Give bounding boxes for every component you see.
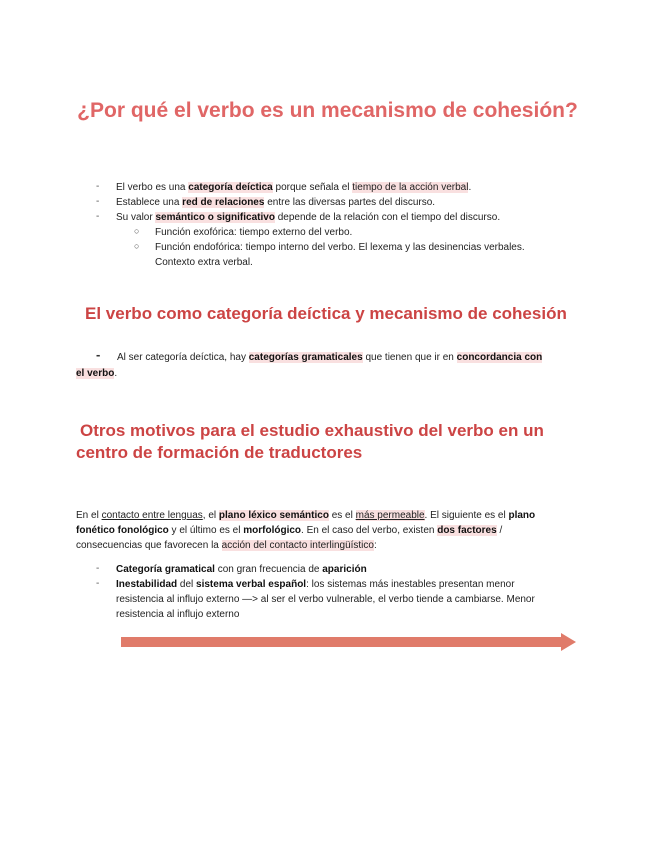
list-item: Establece una red de relaciones entre las diversas partes del discurso. [116, 197, 436, 208]
section-heading: El verbo como categoría deíctica y mecanismo de cohesión [85, 304, 567, 323]
list-item-continuation: resistencia al influjo externo [116, 609, 240, 620]
paragraph-line: fonético fonológico y el último es el morfológico. En el caso del verbo, existen dos factores / [76, 525, 503, 536]
sub-list-item-continuation: Contexto extra verbal. [155, 257, 253, 268]
bullet-dash: - [96, 181, 100, 192]
list-item: Al ser categoría deíctica, hay categorías gramaticales que tienen que ir en concordancia con [117, 352, 543, 363]
list-item: Categoría gramatical con gran frecuencia de aparición [116, 564, 367, 575]
section-heading-continuation: centro de formación de traductores [76, 443, 363, 462]
paragraph-line: En el contacto entre lenguas, el plano léxico semántico es el más permeable. El siguiente es el plano [76, 510, 536, 521]
sub-list-item: Función exofórica: tiempo externo del verbo. [155, 227, 353, 238]
list-item-continuation: resistencia al influjo externo —> al ser el verbo vulnerable, el verbo tiende a cambiarse. Menor [116, 594, 535, 605]
section-heading: Otros motivos para el estudio exhaustivo del verbo en un [80, 421, 544, 440]
right-arrow-shape [121, 633, 576, 651]
bullet-circle-icon: ○ [134, 241, 140, 251]
bullet-dash: - [96, 196, 100, 207]
list-item: El verbo es una categoría deíctica porque señala el tiempo de la acción verbal. [116, 182, 472, 193]
paragraph-line: consecuencias que favorecen la acción del contacto interlingüístico: [76, 540, 377, 551]
bullet-dash: - [96, 578, 100, 589]
list-item: Su valor semántico o significativo depende de la relación con el tiempo del discurso. [116, 212, 501, 223]
bullet-dash: - [96, 563, 100, 574]
bullet-dash: - [96, 211, 100, 222]
list-item-continuation: el verbo. [76, 368, 118, 379]
list-item: Inestabilidad del sistema verbal español: los sistemas más inestables presentan menor [116, 579, 515, 590]
bullet-dash: - [96, 347, 101, 362]
page-title: ¿Por qué el verbo es un mecanismo de cohesión? [77, 99, 578, 122]
bullet-circle-icon: ○ [134, 226, 140, 236]
sub-list-item: Función endofórica: tiempo interno del verbo. El lexema y las desinencias verbales. [155, 242, 525, 253]
